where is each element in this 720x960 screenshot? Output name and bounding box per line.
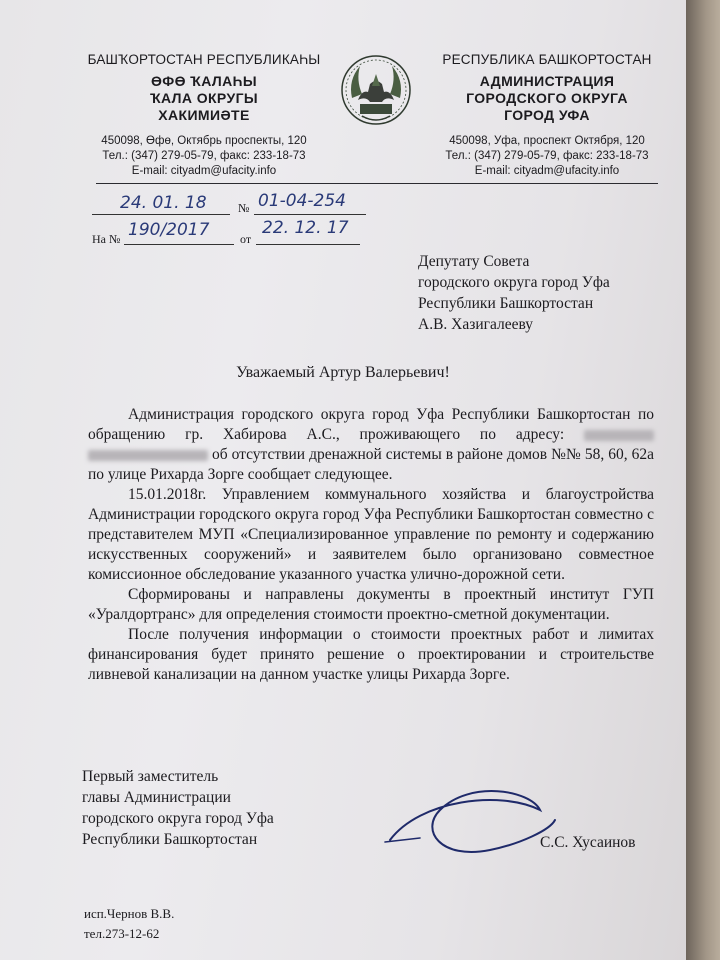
- number-underline: [254, 214, 366, 215]
- letter-body: [88, 405, 654, 685]
- executor-info: [84, 904, 174, 944]
- recipient-line: городского округа город Уфа: [418, 274, 610, 291]
- executor-phone: тел.273-12-62: [84, 926, 160, 941]
- header-right-republic: РЕСПУБЛИКА БАШКОРТОСТАН: [442, 52, 652, 67]
- header-right-org-line: ГОРОД УФА: [504, 107, 590, 123]
- header-right-phone: Тел.: (347) 279-05-79, факс: 233-18-73: [445, 150, 649, 162]
- registration-date: 24. 01. 18: [120, 193, 207, 213]
- date-underline: [92, 214, 230, 215]
- header-left-republic: БАШҠОРТОСТАН РЕСПУБЛИКАҺЫ: [87, 52, 321, 67]
- header-right-russian: [424, 52, 670, 179]
- header-left-org-line: ҠАЛА ОКРУГЫ: [149, 90, 259, 106]
- from-label: от: [240, 232, 252, 246]
- ref-number-underline: [124, 244, 234, 245]
- header-right-org: [424, 73, 670, 124]
- bashkortostan-emblem-icon: [338, 50, 414, 130]
- registration-number: 01-04-254: [258, 191, 346, 211]
- paragraph-1: [88, 405, 654, 485]
- header-left-phone: Тел.: (347) 279-05-79, факс: 233-18-73: [102, 150, 306, 162]
- header-right-email: E-mail: cityadm@ufacity.info: [474, 165, 620, 177]
- signatory-position-line: городского округа город Уфа: [82, 810, 274, 827]
- handwritten-signature: [380, 780, 560, 870]
- redacted-address: [584, 430, 654, 441]
- ref-date-underline: [256, 244, 360, 245]
- paragraph-1-end: об отсутствии дренажной системы в районе домов №№ 58, 60, 62а по улице Рихарда Зорге сообщает следующее.: [88, 446, 655, 483]
- signatory-position: [82, 766, 274, 850]
- ref-date: 22. 12. 17: [262, 218, 349, 238]
- header-left-org: [84, 73, 324, 124]
- header-left-org-line: ӨФӨ ҠАЛАҺЫ: [150, 73, 258, 89]
- signatory-position-line: Республики Башкортостан: [82, 831, 258, 848]
- redacted-address: [88, 450, 208, 461]
- signatory-position-line: главы Администрации: [82, 789, 231, 806]
- header-right-org-line: ГОРОДСКОГО ОКРУГА: [466, 90, 628, 106]
- header-left-email: E-mail: cityadm@ufacity.info: [131, 165, 277, 177]
- recipient-line: А.В. Хазигалееву: [418, 316, 534, 333]
- ref-label: На №: [92, 232, 121, 246]
- header-left-bashkir: [84, 52, 324, 179]
- header-right-address: 450098, Уфа, проспект Октября, 120: [449, 135, 645, 147]
- recipient-block: [418, 251, 610, 335]
- header-left-contacts: [84, 134, 324, 179]
- greeting: Уважаемый Артур Валерьевич!: [236, 364, 450, 381]
- recipient-line: Депутату Совета: [418, 253, 530, 270]
- paragraph-1-start: Администрация городского округа город Уфа Республики Башкортостан по обращению гр. Хабирова А.С., проживающего по адресу:: [88, 406, 654, 443]
- header-left-address: 450098, Өфө, Октябрь проспекты, 120: [101, 135, 307, 147]
- signatory-name: С.С. Хусаинов: [540, 834, 636, 851]
- number-label: №: [238, 201, 250, 215]
- paragraph-4: После получения информации о стоимости проектных работ и лимитах финансирования будет принято решение о проектировании и строительстве ливневой канализации на данном участке улицы Рихарда Зорге.: [88, 626, 654, 683]
- paragraph-3: Сформированы и направлены документы в проектный институт ГУП «Уралдортранс» для определения стоимости проектно-сметной документации.: [88, 586, 654, 623]
- paragraph-2: 15.01.2018г. Управлением коммунального хозяйства и благоустройства Администрации городского округа город Уфа Республики Башкортостан совместно с представителем МУП «Специализированное управление по ремонту и содержанию искусственных сооружений» и заявителем было организовано совместное комиссионное обследование указанного участка улично-дорожной сети.: [88, 486, 654, 583]
- table-background: [686, 0, 720, 960]
- signatory-position-line: Первый заместитель: [82, 768, 219, 785]
- ref-number: 190/2017: [128, 220, 210, 240]
- header-right-org-line: АДМИНИСТРАЦИЯ: [479, 73, 615, 89]
- recipient-line: Республики Башкортостан: [418, 295, 594, 312]
- executor-name: исп.Чернов В.В.: [84, 906, 175, 921]
- header-right-contacts: [424, 134, 670, 179]
- header-left-org-line: ХАКИМИӘТЕ: [158, 107, 250, 123]
- header-divider: [96, 183, 658, 184]
